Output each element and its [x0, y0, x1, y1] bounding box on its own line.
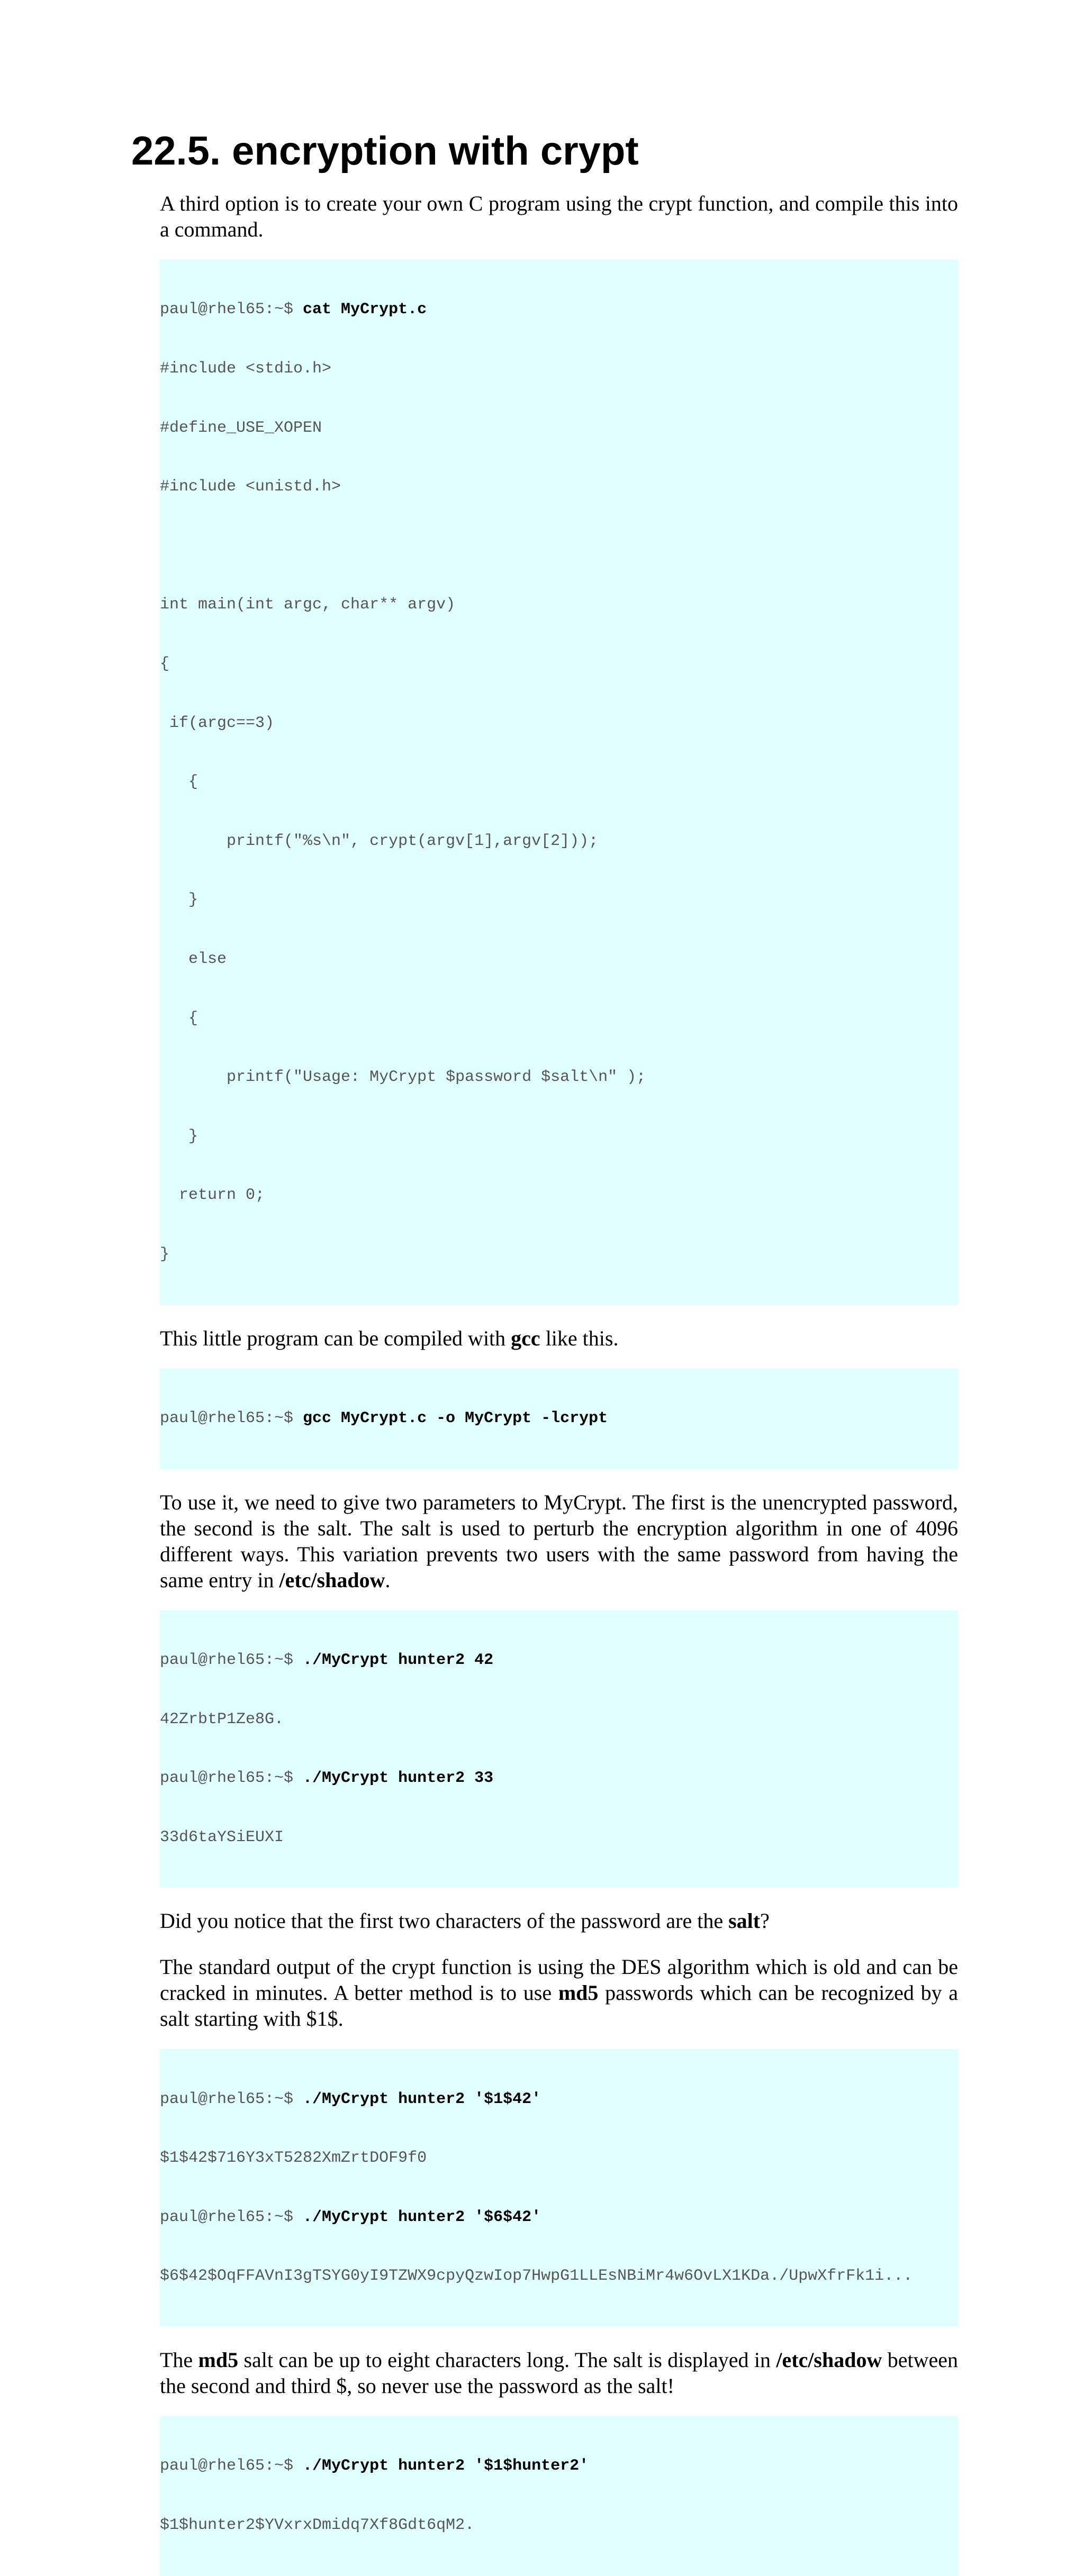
prompt-line	[160, 1409, 958, 1428]
code-line	[160, 536, 958, 556]
shell-prompt: paul@rhel65:~$	[160, 2208, 303, 2226]
shell-command: ./MyCrypt hunter2 '$1$hunter2'	[303, 2457, 589, 2475]
shell-prompt: paul@rhel65:~$	[160, 2090, 303, 2108]
prompt-line	[160, 2090, 958, 2109]
salt-term: salt	[728, 1909, 761, 1933]
code-line: if(argc==3)	[160, 714, 275, 732]
intro-paragraph: A third option is to create your own C program using the crypt function, and compile this into a command.	[160, 192, 958, 241]
prompt-line	[160, 300, 958, 320]
shell-prompt: paul@rhel65:~$	[160, 1651, 303, 1669]
code-block-salt-example	[160, 2416, 958, 2576]
output-line: 33d6taYSiEUXI	[160, 1828, 284, 1846]
code-line: #include <stdio.h>	[160, 360, 332, 378]
output-line: $6$42$OqFFAVnI3gTSYG0yI9TZWX9cpyQzwIop7HwpG1LLEsNBiMr4w6OvLX1KDa./UpwXfrFk1i...	[160, 2267, 913, 2286]
code-line: {	[160, 1009, 198, 1027]
etc-shadow-term: /etc/shadow	[279, 1568, 385, 1592]
parameters-paragraph: To use it, we need to give two parameters to MyCrypt. The first is the unencrypted password, the second is the salt. The salt is used to perturb the encryption algorithm in one of 4096 different ways. This variation prevents two users with the same password from having the same entry in /etc/shadow.	[160, 1490, 958, 1592]
shell-prompt: paul@rhel65:~$	[160, 2457, 303, 2475]
section-content	[160, 190, 958, 2576]
code-block-des-examples	[160, 1610, 958, 1888]
code-line: }	[160, 1245, 170, 1263]
shell-command: ./MyCrypt hunter2 42	[303, 1651, 494, 1669]
salt-length-paragraph: The md5 salt can be up to eight characters long. The salt is displayed in /etc/shadow between the second and third $, so never use the password as the salt!	[160, 2348, 958, 2398]
code-line: else	[160, 950, 227, 968]
prompt-line	[160, 1651, 958, 1670]
shell-prompt: paul@rhel65:~$	[160, 301, 303, 319]
shell-command: gcc MyCrypt.c -o MyCrypt -lcrypt	[303, 1409, 608, 1427]
output-line: $1$42$716Y3xT5282XmZrtDOF9f0	[160, 2149, 427, 2168]
code-line: return 0;	[160, 1186, 265, 1205]
prompt-line	[160, 1769, 958, 1788]
salt-question-paragraph: Did you notice that the first two characters of the password are the salt?	[160, 1909, 770, 1933]
shell-command: ./MyCrypt hunter2 '$6$42'	[303, 2208, 541, 2226]
compile-paragraph: This little program can be compiled with gcc like this.	[160, 1326, 619, 1350]
code-line: int main(int argc, char** argv)	[160, 596, 456, 614]
shell-command: cat MyCrypt.c	[303, 301, 427, 319]
code-line: #include <unistd.h>	[160, 478, 341, 496]
md5-term: md5	[198, 2348, 239, 2372]
shell-prompt: paul@rhel65:~$	[160, 1769, 303, 1788]
shell-command: ./MyCrypt hunter2 33	[303, 1769, 494, 1788]
section-title: 22.5. encryption with crypt	[131, 129, 639, 174]
shell-command: ./MyCrypt hunter2 '$1$42'	[303, 2090, 541, 2108]
prompt-line	[160, 2456, 958, 2476]
output-line: 42ZrbtP1Ze8G.	[160, 1710, 284, 1728]
md5-term: md5	[558, 1981, 599, 2005]
code-block-mycrypt-source	[160, 260, 958, 1305]
md5-paragraph: The standard output of the crypt function is using the DES algorithm which is old and can be cracked in minutes. A better method is to use md5 passwords which can be recognized by a salt starting with $1$.	[160, 1955, 958, 2031]
code-line: #define_USE_XOPEN	[160, 418, 322, 437]
code-line: }	[160, 1127, 198, 1145]
code-line: printf("Usage: MyCrypt $password $salt\n" );	[160, 1068, 646, 1087]
etc-shadow-term: /etc/shadow	[776, 2348, 882, 2372]
prompt-line	[160, 2208, 958, 2227]
code-line: {	[160, 773, 198, 791]
code-line: }	[160, 891, 198, 909]
code-block-compile	[160, 1369, 958, 1469]
shell-prompt: paul@rhel65:~$	[160, 1409, 303, 1427]
output-line: $1$hunter2$YVxrxDmidq7Xf8Gdt6qM2.	[160, 2516, 475, 2535]
gcc-term: gcc	[511, 1326, 540, 1350]
code-block-md5-examples	[160, 2049, 958, 2327]
code-line: printf("%s\n", crypt(argv[1],argv[2]));	[160, 832, 599, 850]
code-line: {	[160, 654, 170, 673]
